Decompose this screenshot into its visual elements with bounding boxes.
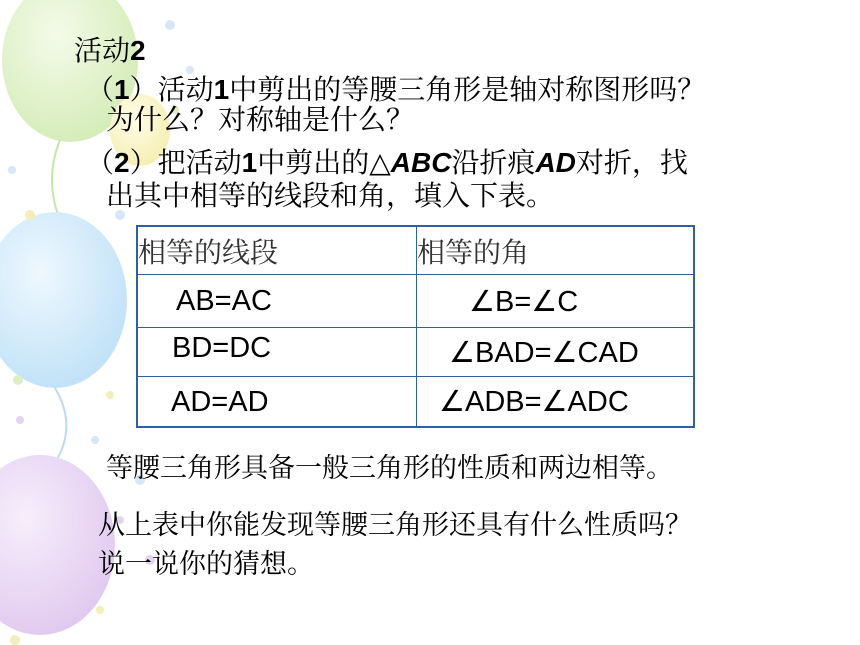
q2-text-mid: 中剪出的△ [257, 146, 391, 179]
table-header-angles: 相等的角 [417, 226, 695, 275]
table-cell-segment: BD=DC [172, 332, 272, 364]
property-statement: 等腰三角形具备一般三角形的性质和两边相等。 [106, 453, 673, 484]
question-1-line-2: 为什么？对称轴是什么？ [106, 103, 415, 136]
q2-text-mid2: 沿折痕 [451, 146, 536, 179]
table-header-segments: 相等的线段 [137, 226, 417, 275]
q1-open-paren: （ [86, 73, 115, 106]
table-cell-segment: AB=AC [176, 285, 272, 317]
table-cell-angle: ∠ADB=∠ADC [439, 386, 629, 418]
table-cell-angle: ∠BAD=∠CAD [449, 336, 639, 369]
table-row [137, 377, 694, 428]
q2-crease-label: AD [535, 147, 576, 178]
table-row [137, 275, 694, 328]
activity-title-number: 2 [130, 35, 146, 66]
q1-text-pre: 活动 [157, 73, 214, 106]
q1-activity-number: 1 [213, 74, 230, 105]
table-row [137, 328, 694, 377]
blue-balloon [0, 212, 127, 388]
guess-question-line-1: 从上表中你能发现等腰三角形还具有什么性质吗？ [98, 510, 692, 541]
equal-parts-table [136, 225, 695, 428]
question-2-line-1 [86, 146, 688, 180]
q2-number: 2 [114, 147, 130, 178]
question-1-line-1 [86, 73, 705, 107]
table-cell-angle: ∠B=∠C [469, 285, 579, 318]
q2-open-paren: （ [86, 146, 115, 179]
q2-text-rest: 对折，找 [575, 146, 688, 179]
q1-close-paren: ） [129, 73, 158, 106]
table-header-row [137, 226, 694, 275]
question-2-line-2: 出其中相等的线段和角，填入下表。 [106, 179, 555, 212]
activity-title-text: 活动 [74, 34, 131, 67]
q2-close-paren: ） [129, 146, 158, 179]
guess-question-line-2: 说一说你的猜想。 [98, 549, 314, 580]
q1-text-rest: 中剪出的等腰三角形是轴对称图形吗？ [229, 73, 706, 106]
q2-triangle-label: ABC [390, 147, 452, 178]
q1-number: 1 [114, 74, 130, 105]
activity-title [74, 34, 146, 68]
q2-text-pre: 把活动 [157, 146, 242, 179]
q2-activity-number: 1 [241, 147, 258, 178]
table-cell-segment: AD=AD [171, 385, 269, 418]
